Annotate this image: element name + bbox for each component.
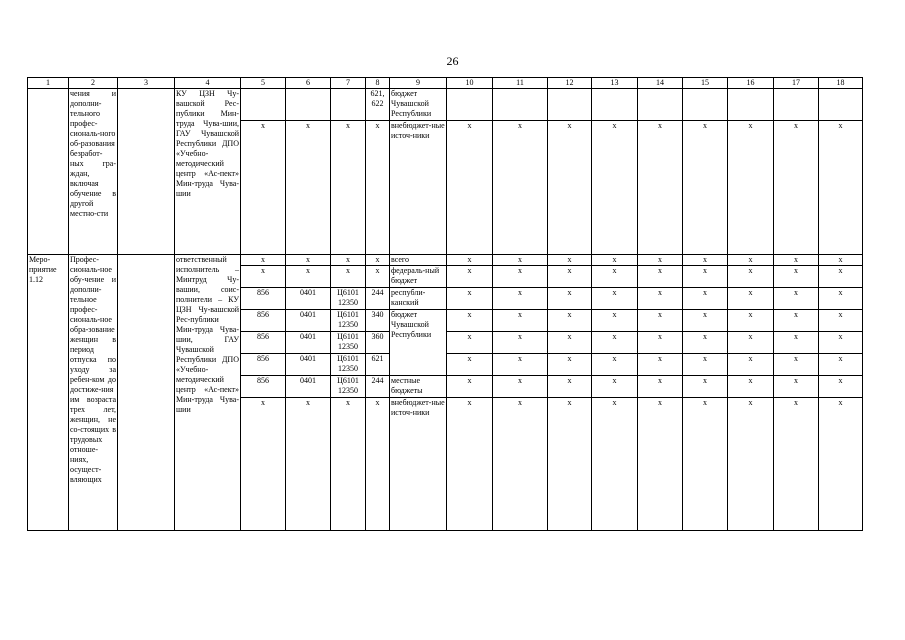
cell-col1	[28, 89, 69, 255]
value-cell: x	[774, 121, 819, 255]
cell-c5	[241, 89, 286, 121]
value-cell: x	[638, 266, 683, 288]
value-cell: x	[638, 310, 683, 332]
value-cell: x	[683, 332, 728, 354]
value-cell: x	[548, 288, 592, 310]
value-cell: x	[774, 376, 819, 398]
cell-c6: 0401	[286, 332, 331, 354]
value-cell: x	[819, 266, 863, 288]
activity-description: Профес-сиональ-ное обу-чение и дополни-тельное профес-сиональ-ное обра-зование женщин в период отпуска по уходу за ребен-ком до достиже-ния им возраста трех лет, женщин, не со-стоящих в трудовых отноше-ниях, осущест-вляющих	[69, 255, 118, 531]
value-cell: x	[447, 398, 493, 531]
value-cell: x	[819, 332, 863, 354]
cell-c5: 856	[241, 354, 286, 376]
column-number-1: 1	[28, 78, 69, 89]
value-cell: x	[592, 398, 638, 531]
cell-c8: 621, 622	[366, 89, 390, 121]
value-cell: x	[683, 310, 728, 332]
value-cell: x	[548, 266, 592, 288]
cell-c6: x	[286, 266, 331, 288]
cell-c8: x	[366, 398, 390, 531]
value-cell: x	[728, 376, 774, 398]
value-cell: x	[638, 398, 683, 531]
funding-source: внебюджет-ные источ-ники	[390, 398, 447, 531]
value-cell: x	[728, 288, 774, 310]
value-cell: x	[493, 332, 548, 354]
cell-c8: x	[366, 266, 390, 288]
executors: ответственный исполнитель – Минтруд Чу-вашии, соис-полнители – КУ ЦЗН Чу-вашской Рес-публики Мин-труда Чува-шии, ГАУ Чувашской Республики ДПО «Учебно-методический центр «Ас-пект» Мин-труда Чува-шии	[175, 255, 241, 531]
cell-col3	[118, 255, 175, 531]
cell-c8: x	[366, 121, 390, 255]
column-number-12: 12	[548, 78, 592, 89]
value-cell: x	[774, 288, 819, 310]
value-cell: x	[683, 376, 728, 398]
value-cell: x	[728, 121, 774, 255]
value-cell: x	[493, 121, 548, 255]
value-cell: x	[728, 332, 774, 354]
value-cell: x	[728, 398, 774, 531]
value-cell: x	[493, 255, 548, 266]
value-cell: x	[493, 398, 548, 531]
value-cell: x	[683, 121, 728, 255]
value-cell: x	[774, 332, 819, 354]
value-cell: x	[683, 266, 728, 288]
value-cell: x	[493, 266, 548, 288]
value-cell: x	[447, 266, 493, 288]
activity-description: чения и дополни-тельного профес-сиональ-ного об-разования безработ-ных гра-ждан, включая обучение в другой местно-сти	[69, 89, 118, 255]
value-cell: x	[592, 354, 638, 376]
value-cell: x	[447, 255, 493, 266]
value-cell: x	[728, 255, 774, 266]
value-cell: x	[819, 310, 863, 332]
cell-c8: 360	[366, 332, 390, 354]
value-cell: x	[683, 354, 728, 376]
column-number-13: 13	[592, 78, 638, 89]
value-cell: x	[819, 121, 863, 255]
cell-c7: Ц6101 12350	[331, 310, 366, 332]
column-number-row	[28, 78, 863, 89]
column-number-9: 9	[390, 78, 447, 89]
value-cell: x	[548, 332, 592, 354]
cell-c5: x	[241, 266, 286, 288]
cell-col3	[118, 89, 175, 255]
cell-c8: 244	[366, 376, 390, 398]
column-number-3: 3	[118, 78, 175, 89]
column-number-6: 6	[286, 78, 331, 89]
column-number-14: 14	[638, 78, 683, 89]
funding-source: бюджет Чувашской Республики	[390, 89, 447, 121]
value-cell: x	[493, 376, 548, 398]
funding-source: всего	[390, 255, 447, 266]
column-number-16: 16	[728, 78, 774, 89]
cell-c5: x	[241, 398, 286, 531]
cell-c6: x	[286, 121, 331, 255]
value-cell: x	[592, 332, 638, 354]
value-cell: x	[592, 310, 638, 332]
value-cell: x	[548, 310, 592, 332]
cell-c6: 0401	[286, 354, 331, 376]
value-cell: x	[592, 266, 638, 288]
column-number-2: 2	[69, 78, 118, 89]
value-cell: x	[493, 288, 548, 310]
column-number-15: 15	[683, 78, 728, 89]
cell-c5: 856	[241, 332, 286, 354]
funding-source: внебюджет-ные источ-ники	[390, 121, 447, 255]
cell-c7: Ц6101 12350	[331, 332, 366, 354]
column-number-8: 8	[366, 78, 390, 89]
value-cell: x	[592, 376, 638, 398]
cell-c8: 621	[366, 354, 390, 376]
page-number: 26	[446, 54, 459, 68]
value-cell: x	[493, 354, 548, 376]
cell-c6: 0401	[286, 288, 331, 310]
value-cell: x	[447, 288, 493, 310]
column-number-10: 10	[447, 78, 493, 89]
cell-c6: x	[286, 398, 331, 531]
cell-c8: 340	[366, 310, 390, 332]
value-cell: x	[447, 354, 493, 376]
funding-source: бюджет Чувашской Республики	[390, 310, 447, 376]
funding-source: местные бюджеты	[390, 376, 447, 398]
activity-number: Меро-приятие 1.12	[28, 255, 69, 531]
value-cell: x	[548, 398, 592, 531]
cell-c6: x	[286, 255, 331, 266]
budget-table	[27, 77, 863, 531]
value-cell: x	[638, 354, 683, 376]
value-cell: x	[548, 121, 592, 255]
cell-c6: 0401	[286, 310, 331, 332]
cell-c5: 856	[241, 288, 286, 310]
column-number-11: 11	[493, 78, 548, 89]
cell-c5: 856	[241, 376, 286, 398]
cell-c8: x	[366, 255, 390, 266]
column-number-18: 18	[819, 78, 863, 89]
value-cell: x	[447, 310, 493, 332]
cell-c7	[331, 89, 366, 121]
value-cell: x	[548, 376, 592, 398]
value-cell: x	[728, 354, 774, 376]
value-cell: x	[638, 376, 683, 398]
value-cell: x	[447, 121, 493, 255]
cell-c6	[286, 89, 331, 121]
value-cell: x	[683, 398, 728, 531]
value-cell: x	[548, 255, 592, 266]
cell-c7: x	[331, 255, 366, 266]
cell-c7: Ц6101 12350	[331, 354, 366, 376]
value-cell: x	[638, 332, 683, 354]
cell-c7: x	[331, 398, 366, 531]
value-cell: x	[819, 354, 863, 376]
table-row	[28, 89, 863, 121]
column-number-4: 4	[175, 78, 241, 89]
value-cell: x	[683, 288, 728, 310]
cell-c5: 856	[241, 310, 286, 332]
cell-c7: Ц6101 12350	[331, 288, 366, 310]
cell-c5: x	[241, 255, 286, 266]
value-cell: x	[774, 398, 819, 531]
table-row	[28, 255, 863, 266]
value-cell: x	[638, 255, 683, 266]
value-cell: x	[819, 376, 863, 398]
cell-c7: Ц6101 12350	[331, 376, 366, 398]
column-number-5: 5	[241, 78, 286, 89]
value-cell: x	[819, 288, 863, 310]
value-cell: x	[819, 398, 863, 531]
value-cell: x	[774, 354, 819, 376]
value-cell: x	[774, 255, 819, 266]
cell-c8: 244	[366, 288, 390, 310]
cell-c6: 0401	[286, 376, 331, 398]
cell-c5: x	[241, 121, 286, 255]
column-number-7: 7	[331, 78, 366, 89]
value-cell: x	[774, 310, 819, 332]
value-cell: x	[592, 288, 638, 310]
value-cell: x	[447, 332, 493, 354]
value-cell: x	[548, 354, 592, 376]
column-number-17: 17	[774, 78, 819, 89]
value-cell: x	[728, 266, 774, 288]
value-cell: x	[683, 255, 728, 266]
funding-source: федераль-ный бюджет	[390, 266, 447, 288]
value-cell: x	[638, 121, 683, 255]
value-cell: x	[819, 255, 863, 266]
value-cell: x	[493, 310, 548, 332]
value-cell: x	[447, 376, 493, 398]
cell-c7: x	[331, 121, 366, 255]
value-cell: x	[592, 255, 638, 266]
value-cell: x	[638, 288, 683, 310]
value-cell: x	[592, 121, 638, 255]
cell-c7: x	[331, 266, 366, 288]
executors: КУ ЦЗН Чу-вашской Рес-публики Мин-труда Чува-шии, ГАУ Чувашской Республики ДПО «Учебно-методический центр «Ас-пект» Мин-труда Чува-шии	[175, 89, 241, 255]
funding-source: республи-канский	[390, 288, 447, 310]
value-cell: x	[728, 310, 774, 332]
value-cell: x	[774, 266, 819, 288]
